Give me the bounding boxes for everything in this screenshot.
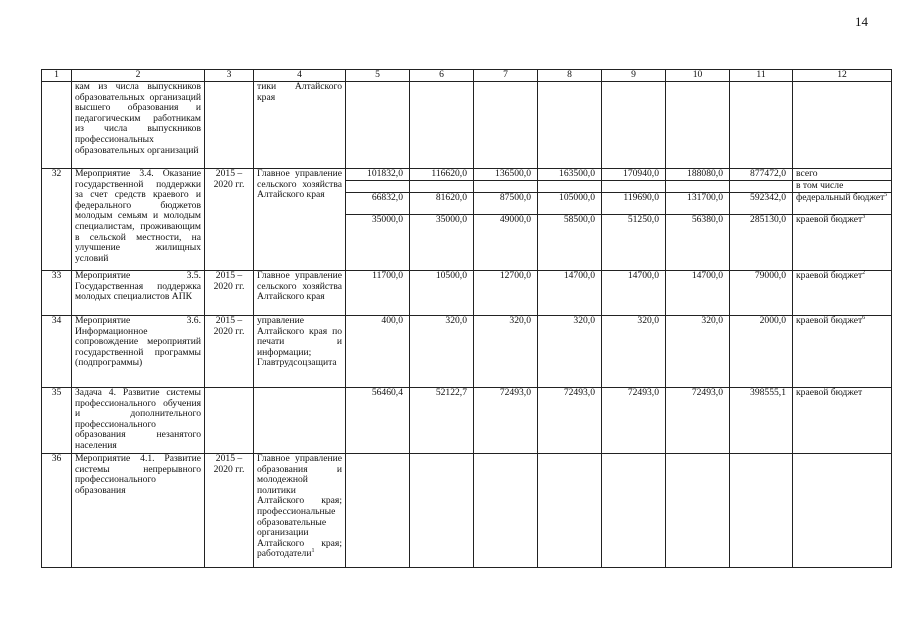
column-header: 12	[793, 70, 892, 82]
value-cell: 320,0	[410, 316, 474, 388]
value-cell: 320,0	[602, 316, 666, 388]
column-header: 6	[410, 70, 474, 82]
activity-name: Мероприятие 4.1. Развитие системы непрерывного профессионального образования	[72, 454, 205, 568]
funding-source: федеральный бюджет$^5$	[793, 193, 892, 215]
footnote-mark: 1	[311, 548, 315, 555]
footnote-mark: 2	[862, 269, 866, 276]
column-header: 5	[346, 70, 410, 82]
value-cell: 877472,0	[730, 169, 793, 181]
value-cell: 131700,0	[666, 193, 730, 215]
value-cell: 188080,0	[666, 169, 730, 181]
value-cell: 12700,0	[474, 271, 538, 316]
executor: управление Алтайского края по печати и информации; Главтрудсоцзащита	[254, 316, 346, 388]
value-cell: 35000,0	[346, 215, 410, 271]
value-cell: 72493,0	[666, 388, 730, 454]
footnote-mark: 6	[862, 314, 866, 321]
value-cell: 101832,0	[346, 169, 410, 181]
table-row	[42, 316, 892, 388]
years: 2015 – 2020 гг.	[205, 454, 254, 568]
row-number: 36	[42, 454, 72, 568]
years: 2015 – 2020 гг.	[205, 169, 254, 271]
column-header: 10	[666, 70, 730, 82]
activity-name: Мероприятие 3.6. Информационное сопровождение мероприятий государственной программы (подпрограммы)	[72, 316, 205, 388]
value-cell: 87500,0	[474, 193, 538, 215]
column-header: 2	[72, 70, 205, 82]
value-cell: 163500,0	[538, 169, 602, 181]
activity-name: Мероприятие 3.5. Государственная поддержка молодых специалистов АПК	[72, 271, 205, 316]
column-header: 9	[602, 70, 666, 82]
value-cell: 81620,0	[410, 193, 474, 215]
value-cell: 400,0	[346, 316, 410, 388]
executor: Главное управление образования и молодежной политики Алтайского края; профессиональные образовательные организации Алтайского края; работодатели$^1$	[254, 454, 346, 568]
page-number: 14	[855, 14, 868, 29]
column-number-row	[42, 70, 892, 82]
executor: Главное управление сельского хозяйства Алтайского края	[254, 169, 346, 271]
value-cell: 116620,0	[410, 169, 474, 181]
column-header: 4	[254, 70, 346, 82]
value-cell: 320,0	[666, 316, 730, 388]
value-cell: 320,0	[538, 316, 602, 388]
column-header: 3	[205, 70, 254, 82]
funding-source: краевой бюджет$^3$	[793, 215, 892, 271]
value-cell: 136500,0	[474, 169, 538, 181]
activity-name: Мероприятие 3.4. Оказание государственной поддержки за счет средств краевого и федерального бюджетов молодым семьям и молодым специалистам, проживающим в сельской местности, на улучшение жилищных условий	[72, 169, 205, 271]
row-number: 34	[42, 316, 72, 388]
table-row	[42, 454, 892, 568]
value-cell: 49000,0	[474, 215, 538, 271]
value-cell: 398555,1	[730, 388, 793, 454]
value-cell: 592342,0	[730, 193, 793, 215]
row-number: 35	[42, 388, 72, 454]
value-cell: 285130,0	[730, 215, 793, 271]
footnote-mark: 5	[884, 191, 888, 198]
years: 2015 – 2020 гг.	[205, 316, 254, 388]
table-row	[42, 271, 892, 316]
value-cell: 2000,0	[730, 316, 793, 388]
value-cell: 66832,0	[346, 193, 410, 215]
value-cell: 79000,0	[730, 271, 793, 316]
table-row	[42, 388, 892, 454]
value-cell: 72493,0	[474, 388, 538, 454]
value-cell: 119690,0	[602, 193, 666, 215]
value-cell: 14700,0	[602, 271, 666, 316]
value-cell: 58500,0	[538, 215, 602, 271]
column-header: 8	[538, 70, 602, 82]
table-row	[42, 169, 892, 181]
value-cell: 51250,0	[602, 215, 666, 271]
row-number: 32	[42, 169, 72, 271]
value-cell: 72493,0	[538, 388, 602, 454]
value-cell: 52122,7	[410, 388, 474, 454]
value-cell: 105000,0	[538, 193, 602, 215]
funding-source: краевой бюджет$^6$	[793, 316, 892, 388]
column-header: 1	[42, 70, 72, 82]
value-cell: 11700,0	[346, 271, 410, 316]
column-header: 11	[730, 70, 793, 82]
value-cell: 10500,0	[410, 271, 474, 316]
value-cell: 14700,0	[538, 271, 602, 316]
footnote-mark: 3	[862, 213, 866, 220]
funding-source: краевой бюджет$^2$	[793, 271, 892, 316]
funding-source: в том числе	[793, 181, 892, 193]
value-cell: 14700,0	[666, 271, 730, 316]
value-cell: 320,0	[474, 316, 538, 388]
value-cell: 72493,0	[602, 388, 666, 454]
value-cell: 56380,0	[666, 215, 730, 271]
value-cell: 170940,0	[602, 169, 666, 181]
row-number: 33	[42, 271, 72, 316]
executor: тики Алтайского края	[254, 82, 346, 169]
value-cell: 35000,0	[410, 215, 474, 271]
activity-name: кам из числа выпускников образовательных организаций высшего образования и педагогическим работникам из числа выпускников профессиональных образовательных организаций	[72, 82, 205, 169]
activity-name: Задача 4. Развитие системы профессионального обучения и дополнительного профессионального образования незанятого населения	[72, 388, 205, 454]
value-cell: 56460,4	[346, 388, 410, 454]
column-header: 7	[474, 70, 538, 82]
funding-source: всего	[793, 169, 892, 181]
executor: Главное управление сельского хозяйства Алтайского края	[254, 271, 346, 316]
table-row-continuation	[42, 82, 892, 169]
years: 2015 – 2020 гг.	[205, 271, 254, 316]
program-activities-table	[41, 69, 892, 568]
funding-source: краевой бюджет	[793, 388, 892, 454]
